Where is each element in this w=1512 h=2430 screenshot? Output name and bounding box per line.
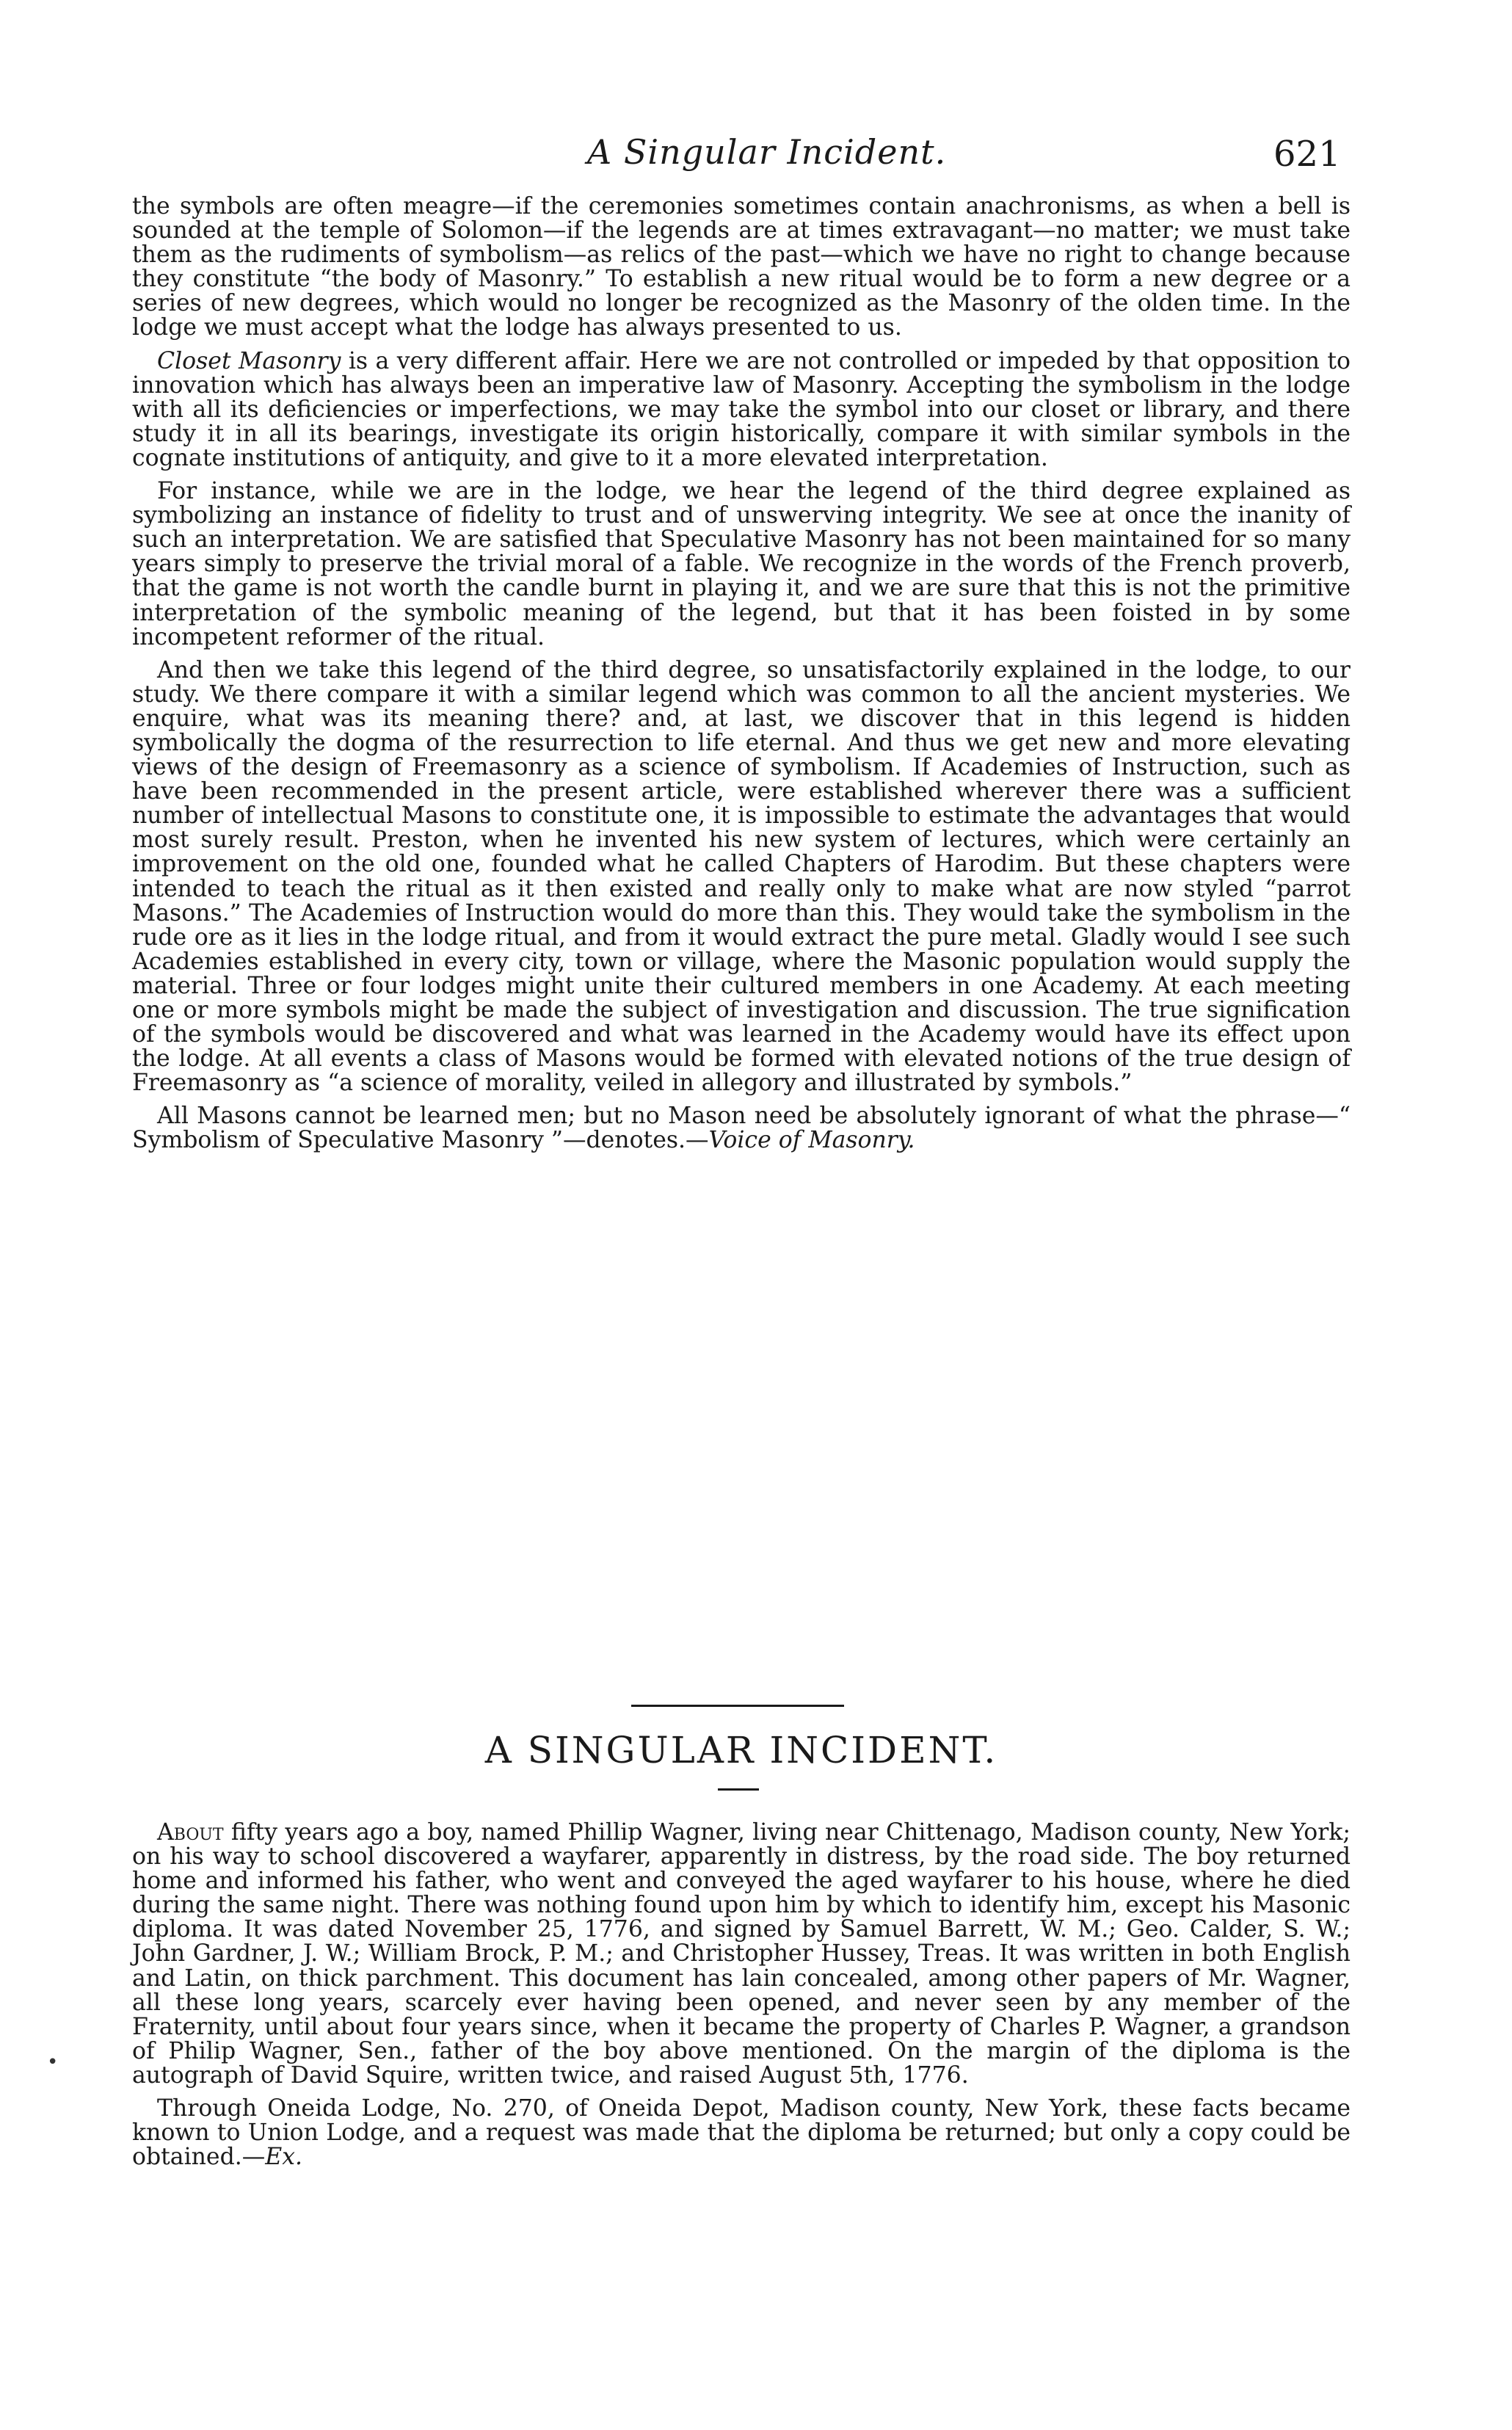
paragraph-closet-masonry: [132, 349, 1351, 471]
oneida-text: Through Oneida Lodge, No. 270, of Oneida Depot, Madison county, New York, these facts became known to Union Lodge, and a request was made that the diploma be returned; but only a copy could be obtained.—: [132, 2095, 1351, 2171]
closet-masonry-article: [132, 195, 1351, 1153]
closet-masonry-term: Closet Masonry: [157, 347, 341, 374]
paragraph-oneida-lodge: [132, 2097, 1351, 2169]
singular-incident-article: [132, 1821, 1351, 2169]
story-text: fifty years ago a boy, named Phillip Wagner, living near Chittenago, Madison county, New York; on his way to school discovered a wayfarer, apparently in distress, by the road side. The boy returned home and informed his father, who went and conveyed the aged wayfarer to his house, where he died during the same night. There was nothing found upon him by which to identify him, except his Masonic diploma. It was dated November 25, 1776, and signed by Samuel Barrett, W. M.; Geo. Calder, S. W.; John Gardner, J. W.; William Brock, P. M.; and Christopher Hussey, Treas. It was written in both English and Latin, on thick parchment. This document has lain concealed, among other papers of Mr. Wagner, all these long years, scarcely ever having been opened, and never seen by any member of the Fraternity, until about four years since, when it became the property of Charles P. Wagner, a grandson of Philip Wagner, Sen., father of the boy above mentioned. On the margin of the diploma is the autograph of David Squire, written twice, and raised August 5th, 1776.: [132, 1819, 1351, 2089]
page-number: 621: [1273, 134, 1341, 175]
paragraph-third-degree-legend: For instance, while we are in the lodge, we hear the legend of the third degree explained as symbolizing an instance of fidelity to trust and of unswerving integrity. We see at once the inanity of such an interpretation. We are satisfied that Speculative Masonry has not been maintained for so many years simply to preserve the trivial moral of a fable. We recognize in the words of the French proverb, that the game is not worth the candle burnt in playing it, and we are sure that this is not the primitive interpretation of the symbolic meaning of the legend, but that it has been foisted in by some incompetent reformer of the ritual.: [132, 478, 1351, 650]
running-title: A Singular Incident.: [587, 132, 947, 172]
section-separator-rule: [631, 1705, 844, 1707]
running-header: [0, 132, 1512, 184]
section-title: A SINGULAR INCIDENT.: [484, 1729, 998, 1771]
article-source-credit: Voice of Masonry.: [708, 1127, 915, 1154]
margin-mark-icon: •: [47, 2051, 59, 2073]
paragraph-lodge-ritual: the symbols are often meagre—if the ceremonies sometimes contain anachronisms, as when a bell is sounded at the temple of Solomon—if the legends are at times extravagant—no matter; we must take them as the rudiments of symbolism—as relics of the past—which we have no right to change because they constitute “the body of Masonry.” To establish a new ritual would be to form a new degree or a series of new degrees, which would no longer be recognized as the Masonry of the olden time. In the lodge we must accept what the lodge has always presented to us.: [132, 193, 1351, 341]
story-lead-word: About: [157, 1819, 224, 1846]
paragraph-conclusion: [132, 1104, 1351, 1153]
conclusion-text: All Masons cannot be learned men; but no Mason need be absolutely ignorant of what the phrase—“ Symbolism of Speculative Masonry ”—denotes.—: [132, 1103, 1351, 1154]
story-source-credit: Ex.: [265, 2144, 303, 2171]
closet-masonry-text: is a very different affair. Here we are not controlled or impeded by that opposition to innovation which has always been an imperative law of Masonry. Accepting the symbolism in the lodge with all its deficiencies or imperfections, we may take the symbol into our closet or library, and there study it in all its bearings, investigate its origin historically, compare it with similar symbols in the cognate institutions of antiquity, and give to it a more elevated interpretation.: [132, 347, 1351, 471]
title-dash-divider: [718, 1788, 759, 1791]
paragraph-wagner-story: [132, 1821, 1351, 2088]
paragraph-academies-of-instruction: And then we take this legend of the third degree, so unsatisfactorily explained in the lodge, to our study. We there compare it with a similar legend which was common to all the ancient mysteries. We enquire, what was its meaning there? and, at last, we discover that in this legend is hidden symbolically the dogma of the resurrection to life eternal. And thus we get new and more elevating views of the design of Freemasonry as a science of symbolism. If Academies of Instruction, such as have been recommended in the present article, were established wherever there was a sufficient number of intellectual Masons to constitute one, it is impossible to estimate the advantages that would most surely result. Preston, when he invented his new system of lectures, which were certainly an improvement on the old one, founded what he called Chapters of Harodim. But these chapters were intended to teach the ritual as it then existed and really only to make what are now styled “parrot Masons.” The Academies of Instruction would do more than this. They would take the symbolism in the rude ore as it lies in the lodge ritual, and from it would extract the pure metal. Gladly would I see such Academies established in every city, town or village, where the Masonic population would supply the material. Three or four lodges might unite their cultured members in one Academy. At each meeting one or more symbols might be made the subject of investigation and discussion. The true signification of the symbols would be discovered and what was learned in the Academy would have its effect upon the lodge. At all events a class of Masons would be formed with elevated notions of the true design of Freemasonry as “a science of morality, veiled in allegory and illustrated by symbols.”: [132, 656, 1351, 1097]
